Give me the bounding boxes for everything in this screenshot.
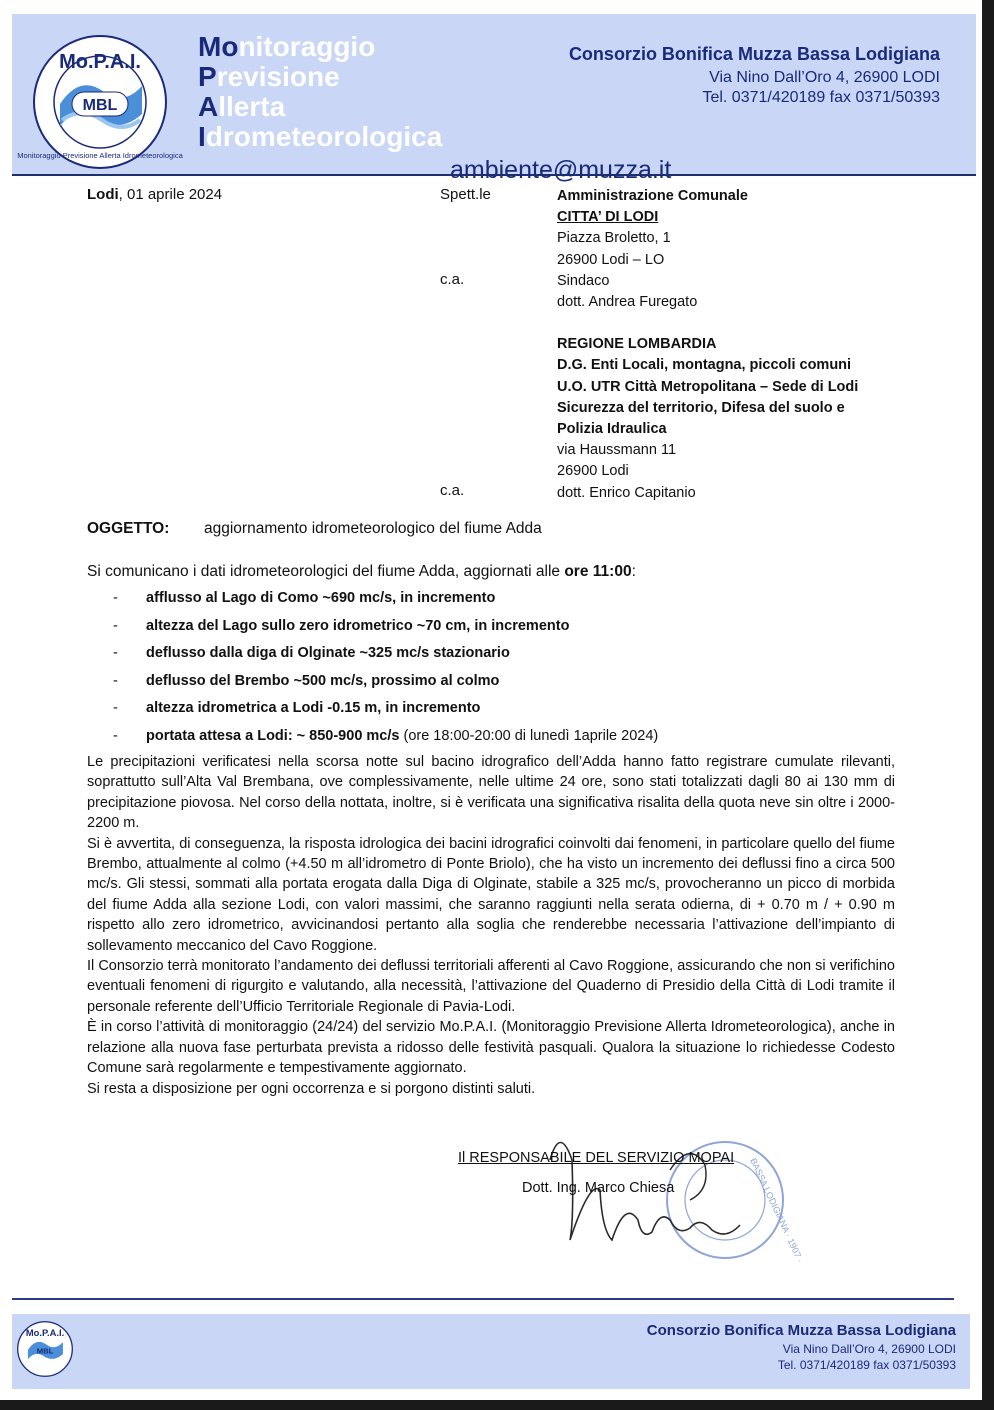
recipient-line: Amministrazione Comunale [557,188,748,204]
recipient-line: U.O. UTR Città Metropolitana – Sede di Lodi [557,378,859,395]
spett-label: Spett.le [440,186,491,203]
recipient-line: CITTA’ DI LODI [557,209,659,226]
recipient-line: Piazza Broletto, 1 [557,230,671,247]
list-item: - deflusso del Brembo ~500 mc/s, prossimo al colmo [113,672,500,689]
data-list [113,589,658,754]
recipient-line: dott. Enrico Capitanio [557,484,696,501]
svg-text:MBL: MBL [36,1346,54,1356]
subject-text: aggiornamento idrometeorologico del fiume Adda [204,520,542,537]
list-item: - altezza del Lago sullo zero idrometrico ~70 cm, in incremento [113,617,570,634]
recipient-line: 26900 Lodi [557,463,629,480]
body-paragraph: È in corso l’attività di monitoraggio (24/24) del servizio Mo.P.A.I. (Monitoraggio Previsione Allerta Idrometeorologica), anche in relazione alla nuova fase perturbata prevista a ridosso delle festività pasquali. Qualora la situazione lo richiedesse Codesto Comune sarà regolarmente e tempestivamente aggiornato. [87,1019,895,1077]
subject-line [87,520,542,538]
recipient-line: D.G. Enti Locali, montagna, piccoli comuni [557,357,852,374]
footer-org-address: Via Nino Dall’Oro 4, 26900 LODI [782,1342,956,1356]
recipient-line: dott. Andrea Furegato [557,294,698,311]
acronym-line: Monitoraggio [198,31,376,62]
svg-text:MBL: MBL [82,97,118,114]
org-name: Consorzio Bonifica Muzza Bassa Lodigiana [568,44,940,64]
recipient-line: REGIONE LOMBARDIA [557,336,717,353]
acronym-line: Allerta [198,91,286,122]
ca-label-1: c.a. [440,271,465,288]
list-item: - afflusso al Lago di Como ~690 mc/s, in incremento [113,590,496,606]
recipient-line: via Haussmann 11 [557,442,677,459]
official-stamp [530,1120,806,1280]
svg-text:Mo.P.A.I.: Mo.P.A.I. [25,1328,65,1339]
intro-line: Si comunicano i dati idrometeorologici del fiume Adda, aggiornati alle ore 11:00: [87,563,636,580]
letterhead [12,14,976,184]
letter-date: Lodi, 01 aprile 2024 [87,186,223,203]
recipient-line: Sicurezza del territorio, Difesa del suolo e [557,399,845,416]
svg-text:Monitoraggio Previsione Allert: Monitoraggio Previsione Allerta Idrometeorologica [17,151,183,160]
recipients [557,186,858,504]
recipient-line: Polizia Idraulica [557,421,667,438]
acronym-block [198,32,442,152]
footer-org-phone: Tel. 0371/420189 fax 0371/50393 [777,1358,956,1372]
list-item: - altezza idrometrica a Lodi -0.15 m, in incremento [113,700,481,716]
acronym-line: Idrometeorologica [198,121,443,152]
ca-label-2: c.a. [440,482,465,499]
footer-divider [12,1298,954,1300]
list-item: - deflusso dalla diga di Olginate ~325 mc/s stazionario [113,645,510,661]
signature-name: Dott. Ing. Marco Chiesa [522,1180,675,1196]
signature-role: Il RESPONSABILE DEL SERVIZIO MOPAI [458,1150,735,1166]
footer-org-name: Consorzio Bonifica Muzza Bassa Lodigiana [646,1322,956,1339]
header-email: ambiente@muzza.it [450,156,672,184]
header-org [569,44,940,108]
body-paragraph: Si è avvertita, di conseguenza, la risposta idrologica dei bacini idrografici coinvolti dai fenomeni, in particolare quello del fiume Brembo, attualmente al colmo (+4.50 m all’idrometro di Ponte Briolo), che ha visto un incremento dei deflussi fino a circa 500 mc/s. Gli stessi, sommati alla portata erogata dalla Diga di Olginate, stabile a 325 mc/s, provocheranno un picco di morbida del fiume Adda alla sezione Lodi, con valori massimi, che saranno raggiunti nella serata odierna, di + 0.70 m / + 0.90 m rispetto allo zero idrometrico, avvicinandosi pertanto alla soglia che renderebbe necessaria l’attivazione dell’impianto di sollevamento meccanico del Cavo Roggione. [87,835,895,954]
list-item: - portata attesa a Lodi: ~ 850-900 mc/s (ore 18:00-20:00 di lunedì 1aprile 2024) [113,727,659,744]
subject-label: OGGETTO: [87,520,170,537]
footer-logo [16,1320,74,1378]
body-paragraph: Le precipitazioni verificatesi nella scorsa notte sul bacino idrografico dell’Adda hanno fatto registrare cumulate rilevanti, soprattutto sull’Alta Val Brembana, ove complessivamente, nelle ultime 24 ore, sono stati totalizzati dagli 80 ai 130 mm di precipitazione piovosa. Nel corso della nottata, inoltre, si è verificata una significativa risalita della quota neve sin oltre i 2000-2200 m. [87,754,895,832]
letter-body [87,752,895,1099]
footer [12,1314,970,1389]
spacer [557,313,858,334]
signature-block [458,1150,735,1196]
acronym-line: Previsione [198,61,340,92]
mopai-logo [17,34,183,170]
recipient-line: Sindaco [557,272,610,289]
recipient-line: 26900 Lodi – LO [557,251,665,268]
body-paragraph: Il Consorzio terrà monitorato l’andamento dei deflussi territoriali afferenti al Cavo Roggione, assicurando che non si verifichino eventuali fenomeni di rigurgito e valutando, alla necessità, l’attivazione del Quaderno di Presidio della Città di Lodi tramite il personale referente dell’Ufficio Territoriale Regionale di Pavia-Lodi. [87,958,895,1015]
body-paragraph: Si resta a disposizione per ogni occorrenza e si porgono distinti saluti. [87,1080,536,1097]
org-address: Via Nino Dall’Oro 4, 26900 LODI [709,69,940,86]
org-phone: Tel. 0371/420189 fax 0371/50393 [702,89,940,106]
svg-text:Mo.P.A.I.: Mo.P.A.I. [59,51,141,73]
footer-org [647,1322,956,1373]
svg-text:BASSA LODIGIANA · 1907 ·: BASSA LODIGIANA · 1907 · [748,1156,806,1265]
